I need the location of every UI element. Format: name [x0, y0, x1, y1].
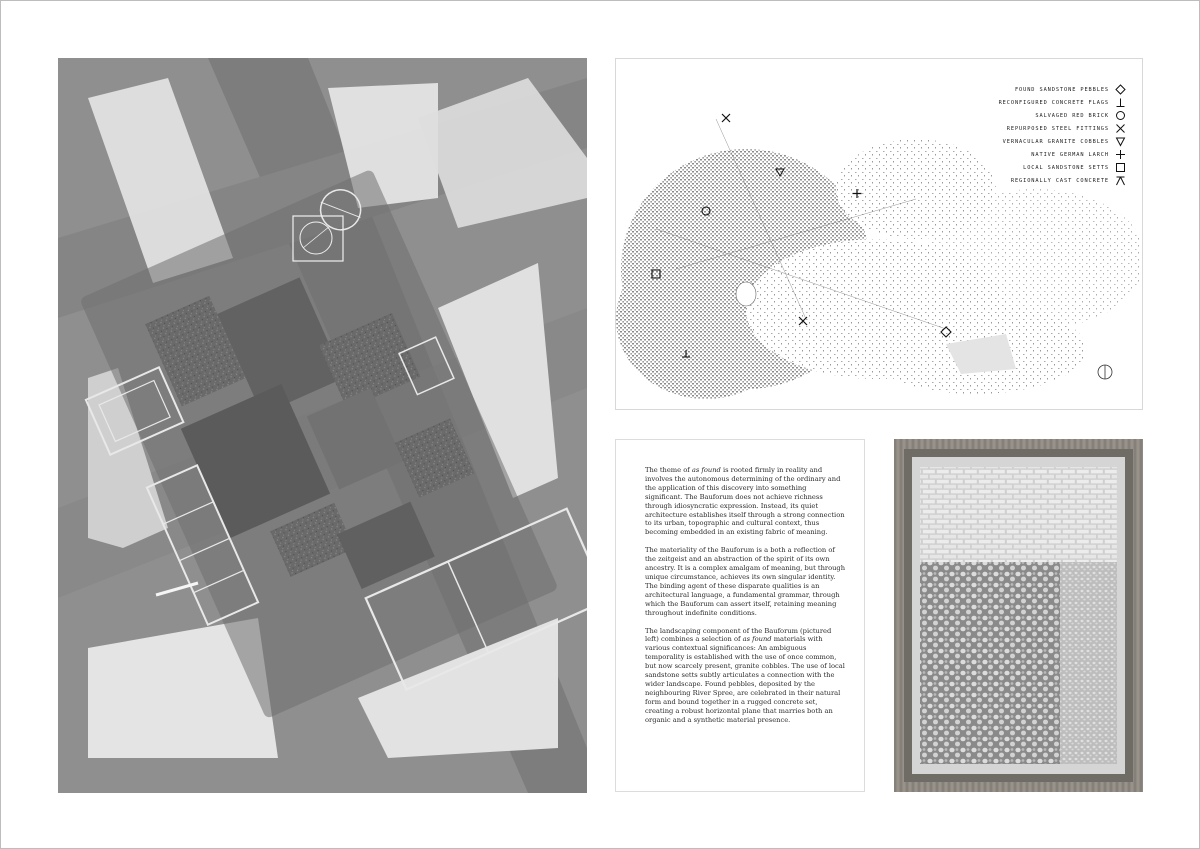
cobble-texture [1060, 562, 1117, 764]
inverted-t-icon [1115, 97, 1126, 108]
pebble-texture [920, 562, 1060, 764]
diamond-icon [1115, 84, 1126, 95]
down-triangle-icon [1115, 136, 1126, 147]
legend-label: FOUND SANDSTONE PEBBLES [1014, 86, 1109, 93]
legend-label: NATIVE GERMAN LARCH [1031, 151, 1109, 158]
legend-row [999, 174, 1126, 187]
legend-row [999, 135, 1126, 148]
site-plan-drawing [58, 58, 587, 793]
paragraph: The materiality of the Bauforum is a both a reflection of the zeitgeist and an abstraction of the spirit of its own ancestry. It is a complex amalgam of meaning, but through unique circumstance, achieves its own singular identity. The binding agent of these disparate qualities is an architectural language, a fundamental grammar, through which the Bauforum can assert itself, retaining meaning throughout indefinite conditions. [645, 546, 846, 617]
description-card [615, 439, 865, 792]
legend-row [999, 109, 1126, 122]
brick-texture [920, 467, 1117, 562]
legend-row [999, 122, 1126, 135]
paragraph [645, 466, 845, 537]
paragraph [645, 627, 845, 725]
legend-row [999, 148, 1126, 161]
text-span: The landscaping component of the Bauforum (pictured left) combines a selection of [645, 626, 832, 644]
circle-icon [1115, 110, 1126, 121]
square-icon [1115, 162, 1126, 173]
description-text [645, 466, 845, 733]
material-sample-photo [894, 439, 1143, 792]
legend-label: LOCAL SANDSTONE SETTS [1023, 164, 1109, 171]
emphasis-text: as found [691, 466, 721, 474]
legend-row [999, 83, 1126, 96]
plus-icon [1115, 149, 1126, 160]
x-cross-icon [1115, 123, 1126, 134]
emphasis-text: as found [742, 635, 772, 644]
legend-label: VERNACULAR GRANITE COBBLES [1002, 138, 1109, 145]
legend-row [999, 161, 1126, 174]
text-span: materials with various contextual significances: An ambiguous temporality is established with the use of once common, but now scarcely present, granite cobbles. The use of local sandstone setts subtly articulates a connection with the wider landscape. Found pebbles, deposited by the neighbouring River Spree, are celebrated in their natural form and bound together in a rugged concrete set, creating a robust horizontal plane that marries both an organic and a synthetic material presence. [645, 635, 845, 724]
legend-label: REPURPOSED STEEL FITTINGS [1006, 125, 1109, 132]
text-span: The theme of [645, 466, 692, 474]
text-span: is rooted firmly in reality and involves the autonomous determining of the ordinary and the application of this discovery into something significant. The Bauforum does not achieve richness through idiosyncratic expression. Instead, its quiet architecture establishes itself through a strong connection to its urban, topographic and cultural context, thus becoming embedded in an existing fabric of meaning. [645, 466, 845, 537]
material-legend [999, 83, 1126, 187]
city-map [615, 58, 1143, 410]
legend-label: REGIONALLY CAST CONCRETE [1010, 177, 1109, 184]
arrow-icon [1115, 175, 1126, 186]
legend-row [999, 96, 1126, 109]
legend-label: SALVAGED RED BRICK [1035, 112, 1109, 119]
legend-label: RECONFIGURED CONCRETE FLAGS [998, 99, 1109, 106]
